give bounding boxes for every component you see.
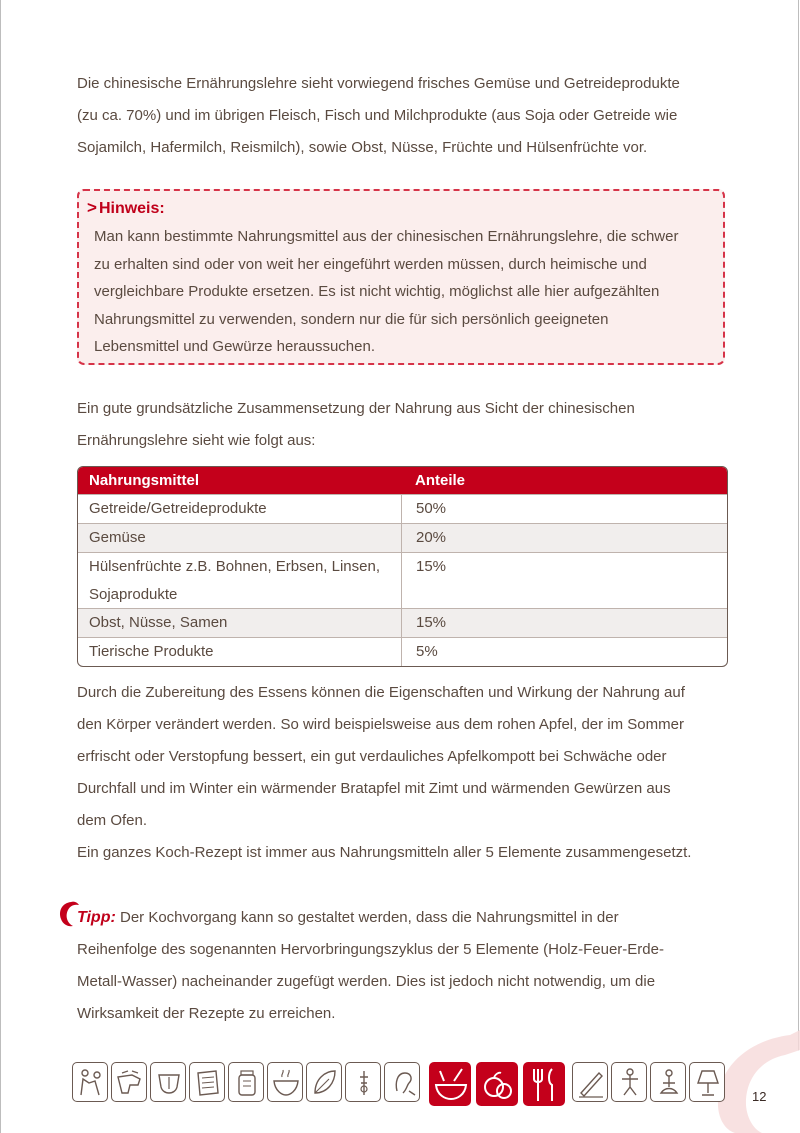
- preparation-line: den Körper verändert werden. So wird beispielsweise aus dem rohen Apfel, der im Sommer: [77, 716, 684, 733]
- moxa-icon[interactable]: [345, 1062, 381, 1102]
- composition-line: Ein gute grundsätzliche Zusammensetzung der Nahrung aus Sicht der chinesischen: [77, 400, 635, 417]
- intro-line: Sojamilch, Hafermilch, Reismilch), sowie Obst, Nüsse, Früchte und Hülsenfrüchte vor.: [77, 139, 648, 156]
- share-cell: 15%: [416, 558, 447, 575]
- share-cell: 5%: [416, 643, 438, 660]
- table-row: [78, 523, 727, 552]
- food-cell-line: Sojaprodukte: [89, 585, 178, 603]
- food-cell: Obst, Nüsse, Samen: [78, 609, 402, 637]
- share-cell: 20%: [416, 529, 447, 546]
- preparation-line: erfrischt oder Verstopfung bessert, ein gut verdauliches Apfelkompott bei Schwäche oder: [77, 748, 667, 765]
- hint-box: [77, 189, 725, 365]
- hint-line: Man kann bestimmte Nahrungsmittel aus der chinesischen Ernährungslehre, die schwer: [94, 228, 679, 245]
- share-cell: 15%: [416, 614, 447, 631]
- hint-line: Lebensmittel und Gewürze heraussuchen.: [94, 338, 376, 355]
- lamp-icon[interactable]: [689, 1062, 725, 1102]
- preparation-paragraph: [77, 677, 737, 869]
- qigong-figure-icon[interactable]: [611, 1062, 647, 1102]
- preparation-line: Durchfall und im Winter ein wärmender Bratapfel mit Zimt und wärmenden Gewürzen aus: [77, 780, 671, 797]
- hint-line: Nahrungsmittel zu verwenden, sondern nur die für sich persönlich geeigneten: [94, 310, 609, 328]
- hint-body: [94, 223, 719, 361]
- intro-line: (zu ca. 70%) und im übrigen Fleisch, Fisch und Milchprodukte (aus Soja oder Getreide wie: [77, 107, 678, 124]
- leaf-icon[interactable]: [306, 1062, 342, 1102]
- share-cell: 50%: [416, 500, 447, 517]
- meditation-icon[interactable]: [650, 1062, 686, 1102]
- food-cell: [78, 553, 402, 608]
- scroll-icon[interactable]: [189, 1062, 225, 1102]
- food-bowl-icon[interactable]: [429, 1062, 471, 1106]
- page-number: 12: [752, 1089, 767, 1104]
- table-row: [78, 608, 727, 637]
- column-header-food: Nahrungsmittel: [89, 472, 200, 489]
- tipp-line: Wirksamkeit der Rezepte zu erreichen.: [77, 1005, 336, 1022]
- tipp-line: Metall-Wasser) nacheinander zugefügt werden. Dies ist jedoch nicht notwendig, um die: [77, 973, 656, 990]
- writing-hand-icon[interactable]: [572, 1062, 608, 1102]
- intro-paragraph: [77, 68, 737, 164]
- table-row: [78, 552, 727, 608]
- acupressure-hand-icon[interactable]: [111, 1062, 147, 1102]
- nutrition-table: [77, 466, 728, 667]
- cutlery-icon[interactable]: [523, 1062, 565, 1106]
- tea-bowl-icon[interactable]: [267, 1062, 303, 1102]
- food-cell: Tierische Produkte: [78, 638, 402, 666]
- table-header-row: [78, 467, 727, 494]
- hint-line: zu erhalten sind oder von weit her eingeführt werden müssen, durch heimische und: [94, 255, 647, 273]
- food-cell: Getreide/Getreideprodukte: [78, 495, 402, 523]
- massage-icon[interactable]: [72, 1062, 108, 1102]
- chevron-right-icon: >: [87, 198, 97, 217]
- hint-title-text: Hinweis:: [98, 200, 165, 217]
- herb-jar-icon[interactable]: [228, 1062, 264, 1102]
- table-row: [78, 494, 727, 523]
- hint-line: vergleichbare Produkte ersetzen. Es ist nicht wichtig, möglichst alle hier aufgezählten: [94, 283, 660, 300]
- food-cell-line: Hülsenfrüchte z.B. Bohnen, Erbsen, Linsen,: [89, 558, 381, 575]
- tipp-line: Der Kochvorgang kann so gestaltet werden, dass die Nahrungsmittel in der: [115, 909, 619, 926]
- tipp-line: Reihenfolge des sogenannten Hervorbringungszyklus der 5 Elemente (Holz-Feuer-Erde-: [77, 941, 664, 958]
- tipp-label: Tipp:: [77, 909, 116, 926]
- intro-line: Die chinesische Ernährungslehre sieht vorwiegend frisches Gemüse und Getreideprodukte: [77, 75, 680, 92]
- tipp-first-line: [77, 902, 737, 934]
- hint-title: [87, 195, 165, 222]
- food-cell: Gemüse: [78, 524, 402, 552]
- fruit-icon[interactable]: [476, 1062, 518, 1106]
- preparation-line: Ein ganzes Koch-Rezept ist immer aus Nahrungsmitteln aller 5 Elemente zusammengesetzt.: [77, 844, 692, 861]
- tongue-icon[interactable]: [150, 1062, 186, 1102]
- composition-paragraph: [77, 393, 737, 457]
- ear-icon[interactable]: [384, 1062, 420, 1102]
- tipp-paragraph: [77, 902, 737, 1030]
- column-header-share: Anteile: [415, 472, 466, 489]
- table-row: [78, 637, 727, 666]
- preparation-line: Durch die Zubereitung des Essens können die Eigenschaften und Wirkung der Nahrung auf: [77, 684, 685, 701]
- composition-line: Ernährungslehre sieht wie folgt aus:: [77, 432, 316, 449]
- preparation-line: dem Ofen.: [77, 812, 148, 829]
